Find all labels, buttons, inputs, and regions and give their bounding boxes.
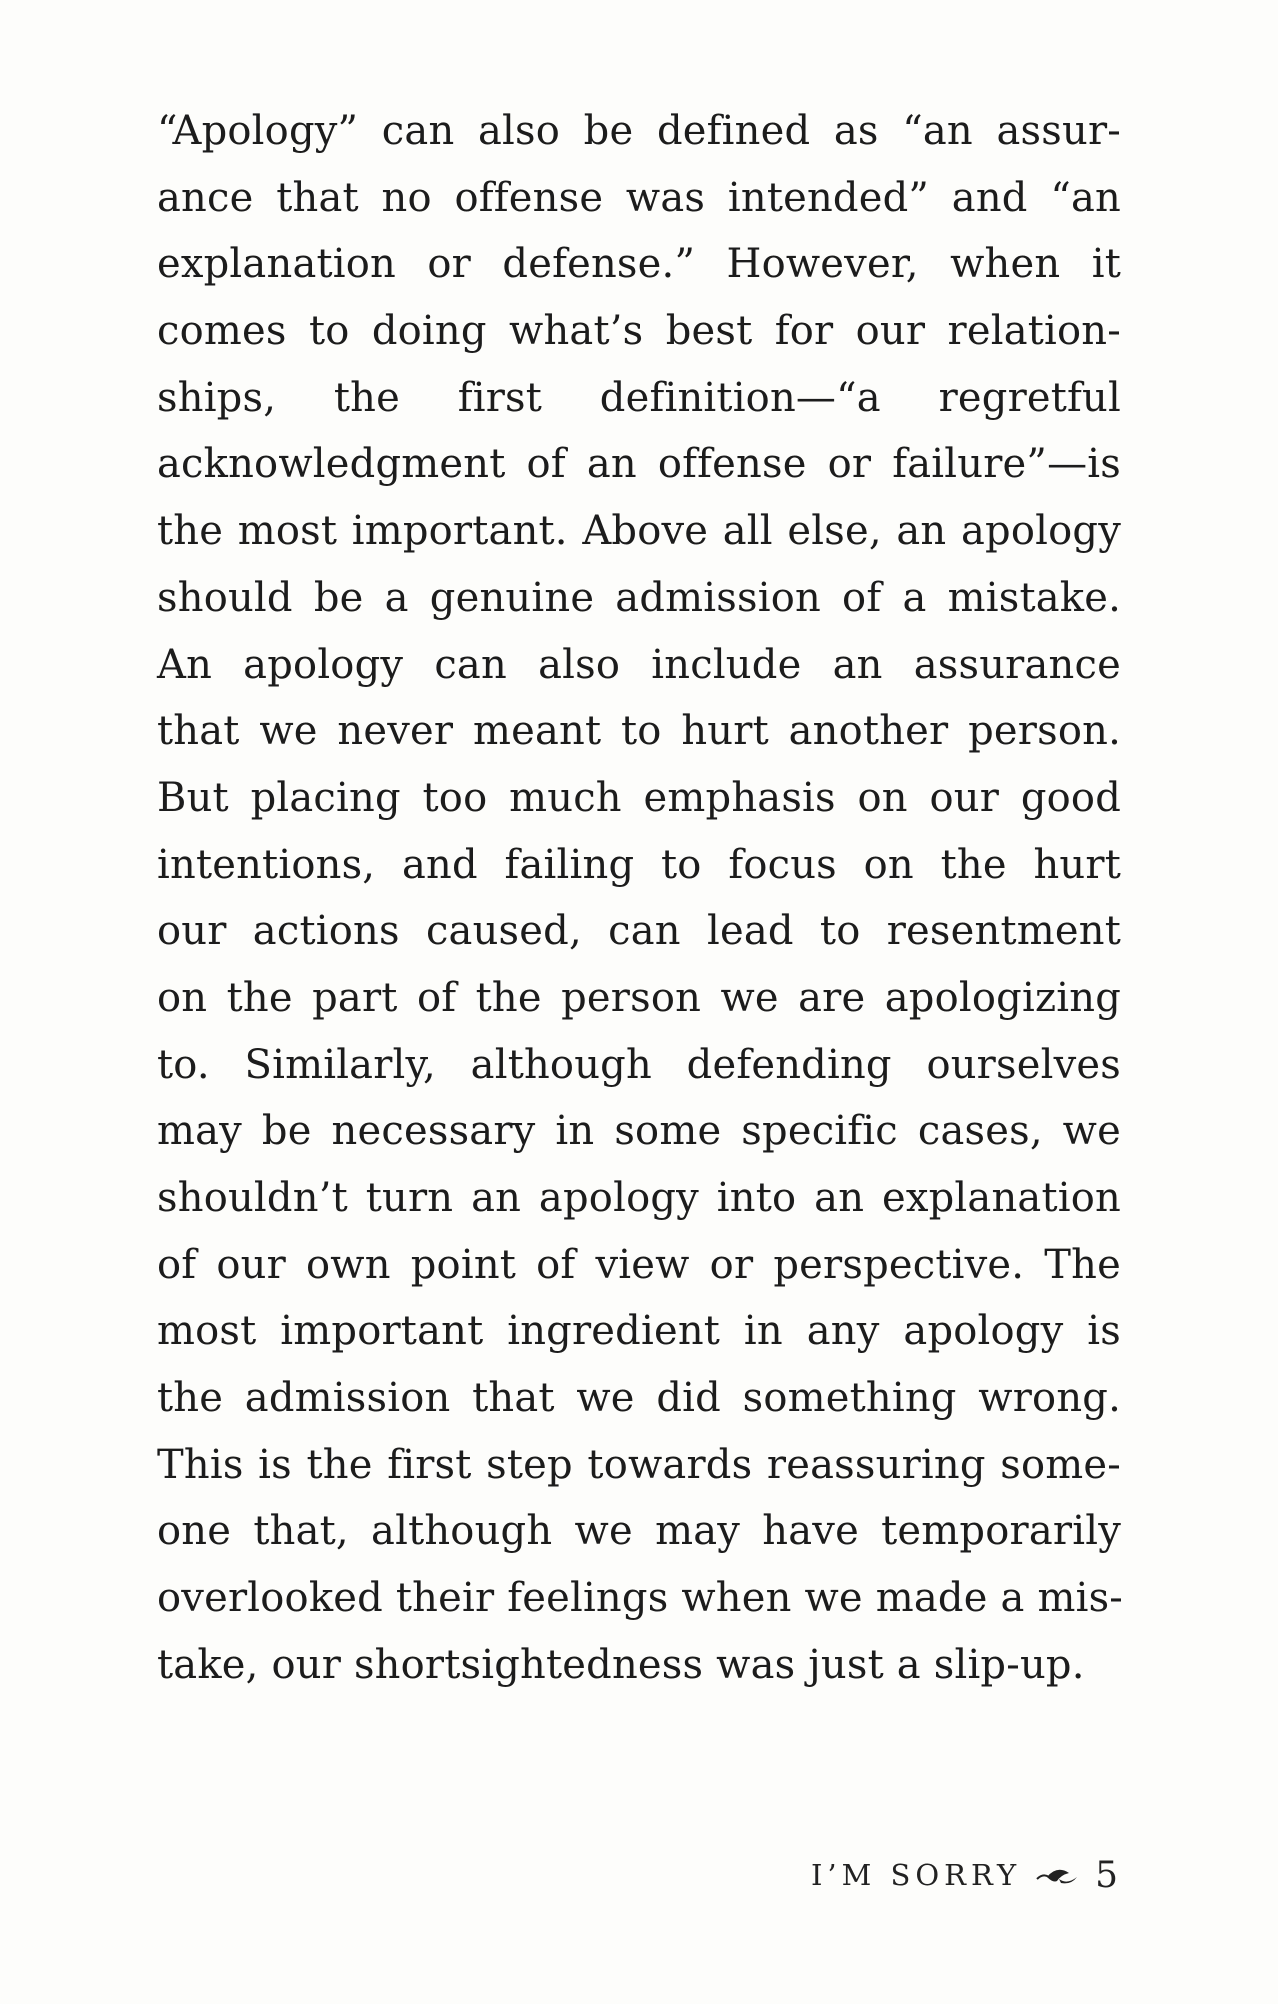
text-line: that we never meant to hurt another person. <box>157 708 1121 755</box>
text-line: overlooked their feelings when we made a mis- <box>157 1575 1124 1622</box>
text-line: An apology can also include an assurance <box>157 641 1121 688</box>
text-line: This is the first step towards reassuring some- <box>157 1441 1121 1488</box>
running-head: I’M SORRY <box>810 1858 1022 1892</box>
text-line: our actions caused, can lead to resentment <box>157 908 1121 955</box>
text-line: ance that no offense was intended” and “an <box>157 174 1121 221</box>
text-line: “Apology” can also be defined as “an assur- <box>157 108 1121 154</box>
text-line: intentions, and failing to focus on the hurt <box>157 841 1121 888</box>
text-line: take, our shortsightedness was just a slip-up. <box>157 1641 1085 1688</box>
page-number: 5 <box>1095 1854 1118 1896</box>
text-line: the most important. Above all else, an apology <box>157 508 1121 555</box>
text-line: But placing too much emphasis on our good <box>157 774 1121 821</box>
text-line: explanation or defense.” However, when it <box>157 241 1121 288</box>
text-line: to. Similarly, although defending ourselves <box>157 1041 1121 1088</box>
text-line: on the part of the person we are apologizing <box>157 974 1121 1021</box>
page-footer <box>811 1850 1118 1900</box>
text-line: most important ingredient in any apology is <box>157 1308 1121 1355</box>
leaf-ornament-icon <box>1035 1862 1081 1888</box>
text-line: of our own point of view or perspective. The <box>157 1241 1121 1288</box>
text-line: the admission that we did something wrong. <box>157 1375 1121 1422</box>
text-line: should be a genuine admission of a mistake. <box>157 574 1121 621</box>
text-line: comes to doing what’s best for our relation- <box>157 308 1121 355</box>
text-line: one that, although we may have temporarily <box>157 1508 1121 1555</box>
text-line: ships, the first definition—“a regretful <box>157 374 1121 421</box>
body-text <box>157 98 1124 1699</box>
text-line: may be necessary in some specific cases, we <box>157 1108 1121 1155</box>
text-line: shouldn’t turn an apology into an explanation <box>157 1175 1121 1221</box>
text-line: acknowledgment of an offense or failure”—is <box>157 441 1121 488</box>
